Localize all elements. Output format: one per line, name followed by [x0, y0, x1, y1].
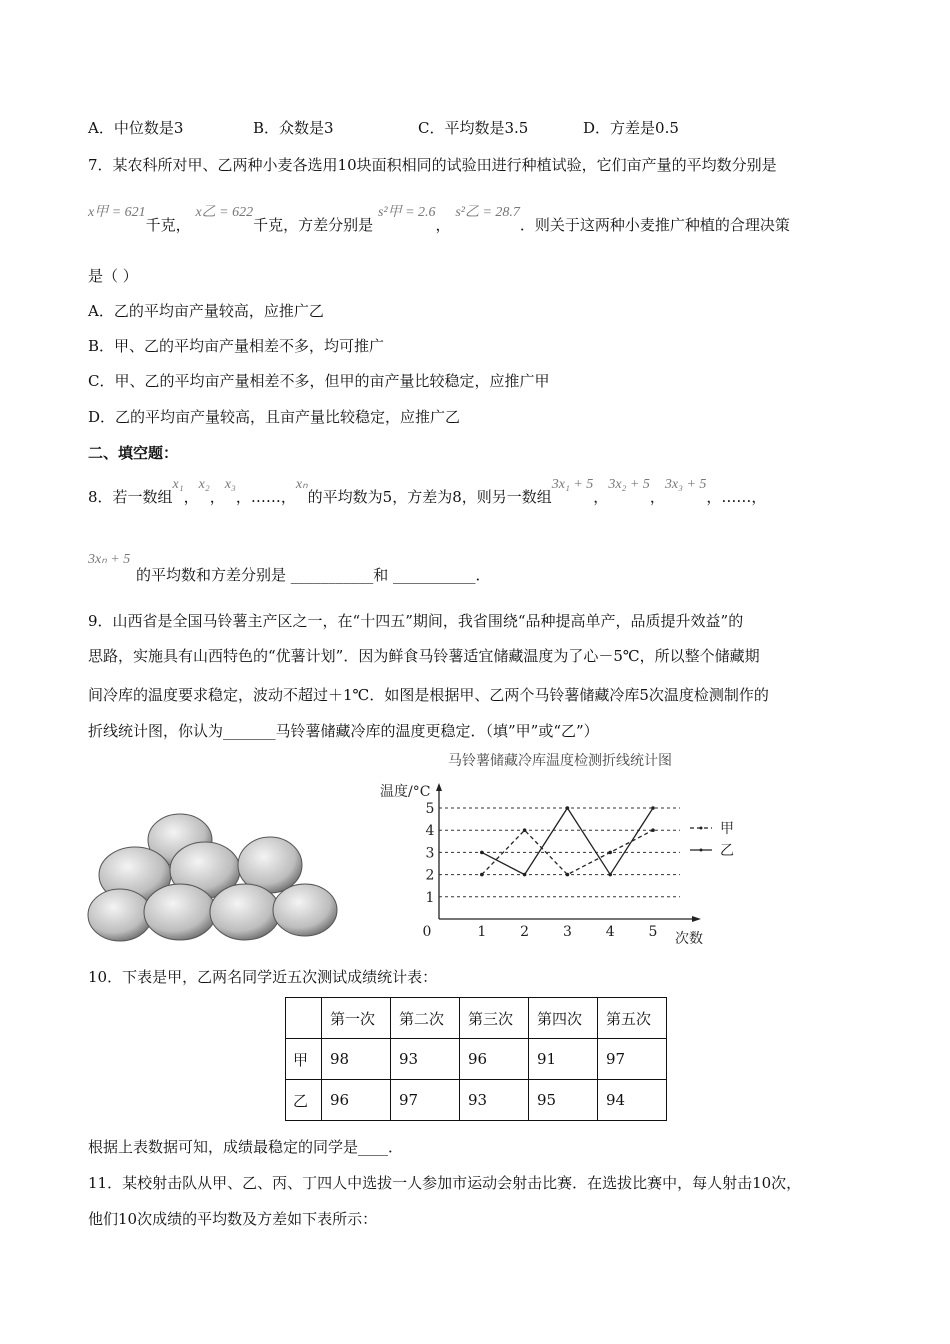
x-axis-arrow — [692, 916, 701, 922]
table-cell — [286, 998, 322, 1039]
q8-line2: 的平均数和方差分别是 ___________和 ___________． — [136, 566, 491, 584]
formula: x₂ — [198, 477, 210, 492]
formula: 3xₙ + 5 — [88, 552, 131, 567]
q7-option-c: C．甲、乙的平均亩产量相差不多，但甲的亩产量比较稳定，应推广甲 — [88, 372, 550, 390]
q7-option-a: A．乙的平均亩产量较高，应推广乙 — [88, 302, 324, 320]
legend-label: 乙 — [720, 843, 734, 859]
x-tick-label: 2 — [520, 924, 530, 940]
text: 千克，方差分别是 — [253, 216, 374, 234]
text: 千克， — [145, 216, 191, 234]
q10-question: 根据上表数据可知，成绩最稳定的同学是____． — [88, 1138, 404, 1156]
data-point — [480, 851, 484, 855]
table-cell: 96 — [460, 1039, 529, 1080]
score-table — [285, 997, 667, 1121]
table-header: 第四次 — [529, 998, 598, 1039]
text: 的平均数为5，方差为8，则另一数组 — [307, 488, 552, 506]
q6-option-a: A．中位数是3 — [88, 119, 184, 137]
chart-title: 马铃薯储藏冷库温度检测折线统计图 — [448, 753, 672, 769]
formula: 3x₁ + 5 — [551, 477, 594, 492]
table-cell: 96 — [322, 1080, 391, 1121]
table-cell: 93 — [460, 1080, 529, 1121]
y-axis-label: 温度/°C — [380, 784, 431, 800]
x-tick-label: 5 — [648, 924, 658, 940]
table-row — [286, 1080, 667, 1121]
data-point — [651, 806, 655, 810]
y-tick-label: 3 — [425, 845, 435, 862]
table-header: 第五次 — [598, 998, 667, 1039]
q7-option-d: D．乙的平均亩产量较高，且亩产量比较稳定，应推广乙 — [88, 408, 461, 426]
q11-line: 他们10次成绩的平均数及方差如下表所示： — [88, 1210, 378, 1228]
q9-line: 间冷库的温度要求稳定，波动不超过＋1℃．如图是根据甲、乙两个马铃薯储藏冷库5次温度检测制作的 — [88, 686, 769, 704]
text: ，……， — [706, 488, 767, 506]
text: ．则关于这两种小麦推广种植的合理决策 — [519, 216, 790, 234]
y-tick-label: 0 — [422, 924, 432, 940]
potatoes-image — [85, 800, 345, 950]
y-tick-label: 1 — [425, 889, 435, 906]
data-point — [566, 873, 570, 877]
table-row — [286, 1039, 667, 1080]
legend-marker — [700, 849, 703, 852]
data-point — [523, 828, 527, 832]
table-cell: 95 — [529, 1080, 598, 1121]
table-header: 第二次 — [391, 998, 460, 1039]
table-cell: 94 — [598, 1080, 667, 1121]
table-header-row — [286, 998, 667, 1039]
x-axis-label: 次数 — [675, 931, 703, 947]
line-chart — [370, 745, 750, 950]
formula: x₁ — [172, 477, 184, 492]
formula-var-jia: s²甲 = 2.6 — [377, 205, 436, 220]
text: 8．若一数组 — [88, 488, 173, 506]
y-tick-label: 5 — [425, 801, 435, 817]
data-point — [566, 806, 570, 810]
q8-line1: 8．若一数组x₁，x₂，x₃，……，xₙ的平均数为5，方差为8，则另一数组3x₁ + 5，3x₂ + 5，3x₃ + 5，……， — [88, 477, 767, 506]
x-tick-label: 3 — [562, 924, 572, 940]
q10-stem: 10．下表是甲，乙两名同学近五次测试成绩统计表： — [88, 968, 438, 986]
data-point — [608, 873, 612, 877]
data-point — [480, 873, 484, 877]
legend-label: 甲 — [720, 821, 734, 837]
q9-line: 9．山西省是全国马铃薯主产区之一，在“十四五”期间，我省围绕“品种提高单产，品质提升效益”的 — [88, 612, 744, 630]
q7-line3: 是（ ） — [88, 267, 138, 285]
q6-option-b: B．众数是3 — [253, 119, 334, 137]
q11-line: 11．某校射击队从甲、乙、丙、丁四人中选拔一人参加市运动会射击比赛．在选拔比赛中，每人射击10次， — [88, 1174, 802, 1192]
table-cell: 97 — [598, 1039, 667, 1080]
formula: 3x₂ + 5 — [608, 477, 650, 492]
data-point — [608, 851, 612, 855]
y-tick-label: 4 — [425, 823, 435, 840]
x-tick-label: 4 — [605, 924, 615, 940]
table-cell: 93 — [391, 1039, 460, 1080]
table-cell: 97 — [391, 1080, 460, 1121]
table-cell: 91 — [529, 1039, 598, 1080]
section-heading: 二、填空题： — [88, 444, 179, 462]
formula: x₃ — [224, 477, 236, 492]
q7-stem: 7．某农科所对甲、乙两种小麦各选用10块面积相同的试验田进行种植试验，它们亩产量的平均数分别是 — [88, 156, 777, 174]
q7-line2 — [88, 205, 790, 237]
table-cell: 乙 — [286, 1080, 322, 1121]
text: ，……， — [235, 488, 296, 506]
table-header: 第三次 — [460, 998, 529, 1039]
text: ， — [435, 216, 451, 234]
y-axis-arrow — [436, 783, 442, 791]
q6-option-c: C．平均数是3.5 — [418, 119, 529, 137]
q9-line: 思路，实施具有山西特色的“优薯计划”．因为鲜食马铃薯适宜储藏温度为了心－5℃，所以整个储藏期 — [88, 647, 760, 665]
q6-option-d: D．方差是0.5 — [583, 119, 679, 137]
formula: xₙ — [295, 477, 308, 492]
table-header: 第一次 — [322, 998, 391, 1039]
data-point — [523, 873, 527, 877]
formula-mean-jia: x甲 = 621 — [88, 205, 146, 220]
formula-var-yi: s²乙 = 28.7 — [455, 205, 520, 220]
formula-mean-yi: x乙 = 622 — [195, 205, 254, 220]
table-cell: 甲 — [286, 1039, 322, 1080]
series-line-乙 — [482, 808, 653, 875]
y-tick-label: 2 — [425, 867, 435, 884]
legend-marker — [700, 827, 703, 830]
formula: 3x₃ + 5 — [664, 477, 707, 492]
x-tick-label: 1 — [477, 924, 487, 940]
data-point — [651, 828, 655, 832]
table-cell: 98 — [322, 1039, 391, 1080]
q9-line: 折线统计图，你认为_______马铃薯储藏冷库的温度更稳定．（填”甲”或“乙”） — [88, 722, 599, 740]
q7-option-b: B．甲、乙的平均亩产量相差不多，均可推广 — [88, 337, 385, 355]
